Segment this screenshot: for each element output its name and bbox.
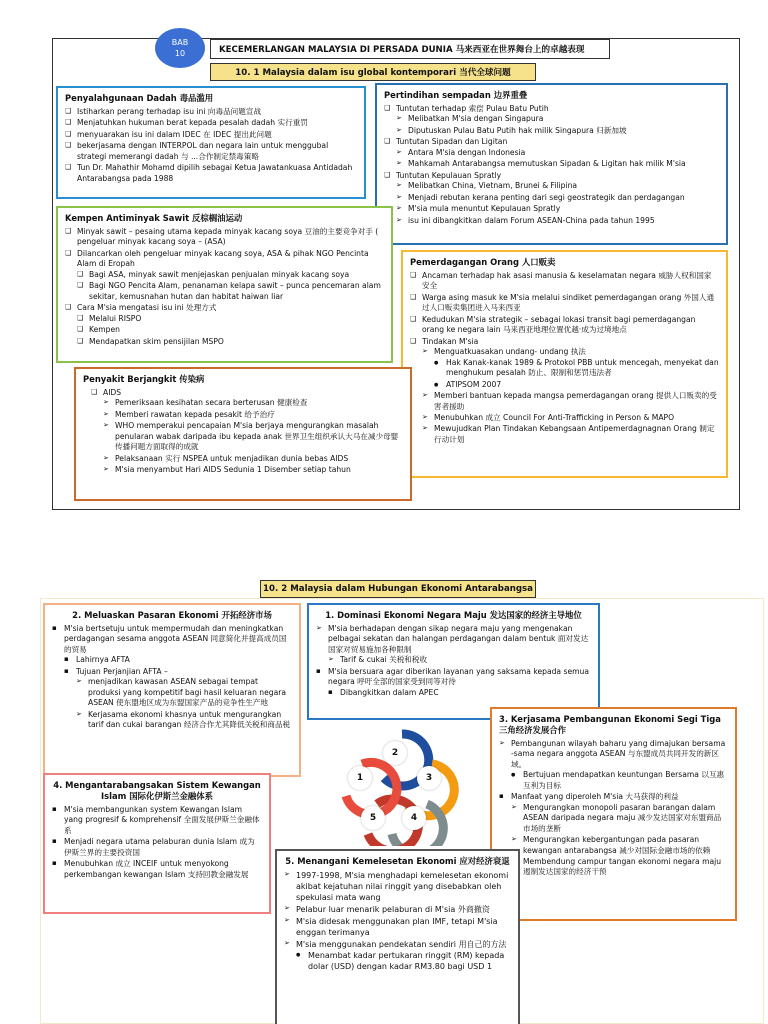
kemelesetan-box [275, 849, 520, 1024]
list-item: ➢ Antara M'sia dengan Indonesia [396, 148, 719, 158]
list-item: ➢ Pemeriksaan kesihatan secara berterusan 健康检查 [103, 398, 403, 408]
list-item: ➢ M'sia didesak menggunakan plan IMF, tetapi M'sia enggan terimanya [284, 916, 511, 938]
list-item: ➢ Mahkamah Antarabangsa memutuskan Sipadan & Ligitan hak milik M'sia [396, 159, 719, 169]
list-item: ➢ Kerjasama ekonomi khasnya untuk mengurangkan tarif dan cukai barangan 经济合作尤其降低关税和商品税 [76, 710, 292, 731]
diagram-node-1: 1 [348, 766, 372, 790]
list-item: ➢ M'sia menggunakan pendekatan sendiri 用自己的方法 ● Menambat kadar pertukaran ringgit (RM) kepada dolar (USD) dengan kadar RM3.80 bagi USD 1 [284, 939, 511, 972]
list-item: ➢ Memberi bantuan kepada mangsa pemerdagangan orang 提供人口贩卖的受害者援助 [422, 391, 719, 412]
list-item: ➢ Pelabur luar menarik pelaburan di M'sia 外商撤资 [284, 904, 511, 915]
list-item: ➢ 1997-1998, M'sia menghadapi kemelesetan ekonomi akibat kejatuhan nilai ringgit yang disebabkan oleh spekulasi mata wang [284, 870, 511, 903]
list-item: ❑ Kedudukan M'sia strategik – sebagai lokasi transit bagi pemerdagangan orang ke negara lain 马来西亚地理位置优越·成为过境地点 [410, 315, 719, 336]
aids-title: Penyakit Berjangkit 传染病 [83, 374, 205, 384]
bab-badge: BAB 10 [155, 28, 205, 68]
list-item: ➢ Menguatkuasakan undang- undang 执法 ● Hak Kanak-kanak 1989 & Protokol PBB untuk mencegah, menyekat dan menghukum pesalah 防止、限制和惩罚违法者 ● ATIPSOM 2007 [422, 347, 719, 390]
list-item: ● Menambat kadar pertukaran ringgit (RM) kepada dolar (USD) dengan kadar RM3.80 bagi USD 1 [296, 950, 511, 972]
list-item: ➢ Mengurangkan kebergantungan pada pasaran kewangan antarabangsa 减少对国际金融市场的依赖 [511, 835, 728, 856]
segitiga-box [490, 707, 737, 921]
dominasi-title: 1. Dominasi Ekonomi Negara Maju 发达国家的经济主导地位 [325, 610, 582, 620]
list-item: ❑ Mendapatkan skim pensijilan MSPO [77, 337, 384, 347]
list-item: ❑ AIDS ➢ Pemeriksaan kesihatan secara berterusan 健康检查 ➢ Memberi rawatan kepada pesakit 给予治疗 ➢ WHO memperakui pencapaian M'sia berjaya mengurangkan masalah penularan wabak daripada ibu kepada anak 世界卫生组织承认大马在减少母婴传播问题方面取得的成就 ➢ Pelaksanaan 实行 NSPEA untuk menjadikan dunia bebas AIDS ➢ M'sia menyambut Hari AIDS Sedunia 1 Disember setiap tahun [91, 388, 403, 476]
orang-title: Pemerdagangan Orang 人口贩卖 [410, 257, 556, 267]
list-item: ➢ Pembangunan wilayah baharu yang dimajukan bersama -sama negara anggota ASEAN 与东盟成员共同开发的新区域。 ● Bertujuan mendapatkan keuntungan Bersama 以互惠互利为目标 [499, 739, 728, 791]
list-item: ❑ Kempen [77, 325, 384, 335]
chapter-title: KECEMERLANGAN MALAYSIA DI PERSADA DUNIA 马来西亚在世界舞台上的卓越表现 [210, 39, 610, 59]
list-item: ➢ M'sia berhadapan dengan sikap negara maju yang mengenakan pelbagai sekatan dan halangan perdagangan dalam bentuk 面对发达国家对贸易施加各种限制 ➢ Tarif & cukai 关税和税收 [316, 624, 591, 666]
list-item: ➢ Menubuhkan 成立 Council For Anti-Trafficking in Person & MAPO [422, 413, 719, 423]
section1-title: 10. 1 Malaysia dalam isu global kontemporari 当代全球问题 [210, 63, 536, 81]
list-item: ▪ Menubuhkan 成立 INCEIF untuk menyokong perkembangan kewangan Islam 支持回教金融发展 [52, 859, 262, 880]
list-item: ❑ Dilancarkan oleh pengeluar minyak kacang soya, ASA & pihak NGO Pencinta Alam di Eropah ❑ Bagi ASA, minyak sawit menjejaskan penjualan minyak kacang soya ❑ Bagi NGO Pencita Alam, penanaman kelapa sawit – punca pencemaran alam sekitar, kemusnahan hutan dan habitat haiwan liar [65, 249, 384, 302]
list-item: ▪ Menjadi negara utama pelaburan dunia Islam 成为伊斯兰界的主要投资国 [52, 837, 262, 858]
list-item: ❑ Cara M'sia mengatasi isu ini 处理方式 ❑ Melalui RISPO ❑ Kempen ❑ Mendapatkan skim pensijilan MSPO [65, 303, 384, 347]
diagram-node-2: 2 [383, 741, 407, 765]
list-item: ➢ M'sia menyambut Hari AIDS Sedunia 1 Disember setiap tahun [103, 465, 403, 475]
list-item: ➢ Melibatkan M'sia dengan Singapura [396, 114, 719, 124]
dadah-title: Penyalahgunaan Dadah 毒品滥用 [65, 93, 214, 103]
islam-box [43, 773, 271, 914]
list-item: ➢ Menjadi rebutan kerana penting dari segi geostrategik dan perdagangan [396, 193, 719, 203]
list-item: ❑ Warga asing masuk ke M'sia melalui sindiket pemerdagangan orang 外国人通过人口贩卖集团进入马来西亚 [410, 293, 719, 314]
sempadan-box [375, 83, 728, 245]
list-item: ▪ Tujuan Perjanjian AFTA – ➢ menjadikan kawasan ASEAN sebagai tempat produksi yang kompetitif bagi hasil keluaran negara ASEAN 使东盟地区成为东盟国家产品的竞争性生产地 ➢ Kerjasama ekonomi khasnya untuk mengurangkan tarif dan cukai barangan 经济合作尤其降低关税和商品税 [64, 667, 292, 731]
list-item: ▪ Manfaat yang diperoleh M'sia 大马获得的利益 ➢ Mengurangkan monopoli pasaran barangan dalam ASEAN daripada negara maju 减少发达国家对东盟商品市场的垄断 ➢ Mengurangkan kebergantungan pada pasaran kewangan antarabangsa 减少对国际金融市场的依赖 ➢ Membendung campur tangan ekonomi negara maju 遏制发达国家的经济干预 [499, 792, 728, 878]
list-item: ❑ Tun Dr. Mahathir Mohamd dipilih sebagai Ketua Jawatankuasa Antidadah Antarabangsa pada 1988 [65, 163, 357, 184]
diagram-node-5: 5 [361, 806, 385, 830]
dominasi-box [307, 603, 600, 720]
pasaran-title: 2. Meluaskan Pasaran Ekonomi 开拓经济市场 [72, 610, 272, 620]
list-item: ● ATIPSOM 2007 [434, 380, 719, 390]
list-item: ▪ M'sia membangunkan system Kewangan Islam yang progresif & komprehensif 全面发展伊斯兰金融体系 [52, 805, 262, 836]
list-item: ❑ Tuntutan Sipadan dan Ligitan ➢ Antara M'sia dengan Indonesia ➢ Mahkamah Antarabangsa memutuskan Sipadan & Ligitan hak milik M'sia [384, 137, 719, 169]
list-item: ● Bertujuan mendapatkan keuntungan Bersama 以互惠互利为目标 [511, 770, 728, 791]
list-item: ❑ Bagi NGO Pencita Alam, penanaman kelapa sawit – punca pencemaran alam sekitar, kemusnahan hutan dan habitat haiwan liar [77, 281, 384, 302]
list-item: ▪ M'sia bersuara agar diberikan layanan yang saksama kepada semua negara 呼吁全部的国家受到同等对待 ▪ Dibangkitkan dalam APEC [316, 667, 591, 698]
list-item: ➢ Diputuskan Pulau Batu Putih hak milik Singapura 归新加坡 [396, 126, 719, 136]
dadah-box [56, 86, 366, 199]
list-item: ❑ bekerjasama dengan INTERPOL dan negara lain untuk menggubal strategi memerangi dadah 与 ...合作制定禁毒策略 [65, 141, 357, 162]
list-item: ➢ Tarif & cukai 关税和税收 [328, 655, 591, 665]
pasaran-box [43, 603, 301, 777]
list-item: ❑ menyuarakan isu ini dalam IDEC 在 IDEC 提出此问题 [65, 130, 357, 140]
list-item: ❑ Minyak sawit – pesaing utama kepada minyak kacang soya 豆油的主要竞争对手 ( pengeluar minyak kacang soya – (ASA) [65, 227, 384, 248]
orang-box [401, 250, 728, 478]
list-item: ➢ Melibatkan China, Vietnam, Brunei & Filipina [396, 181, 719, 191]
sawit-box [56, 206, 393, 363]
list-item: ➢ Memberi rawatan kepada pesakit 给予治疗 [103, 410, 403, 420]
diagram-node-3: 3 [417, 766, 441, 790]
list-item: ➢ Mewujudkan Plan Tindakan Kebangsaan Antipemerdagnagnan Orang 制定行动计划 [422, 424, 719, 445]
segitiga-title: 3. Kerjasama Pembangunan Ekonomi Segi Tiga 三角经济发展合作 [499, 714, 721, 735]
list-item: ❑ Melalui RISPO [77, 314, 384, 324]
list-item: ➢ WHO memperakui pencapaian M'sia berjaya mengurangkan masalah penularan wabak daripada ibu kepada anak 世界卫生组织承认大马在减少母婴传播问题方面取得的成就 [103, 421, 403, 452]
list-item: ➢ Mengurangkan monopoli pasaran barangan dalam ASEAN daripada negara maju 减少发达国家对东盟商品市场的垄断 [511, 803, 728, 834]
list-item: ❑ Tuntutan terhadap 索偿 Pulau Batu Putih ➢ Melibatkan M'sia dengan Singapura ➢ Diputuskan Pulau Batu Putih hak milik Singapura 归新加坡 [384, 104, 719, 136]
diagram-node-4: 4 [402, 806, 426, 830]
sempadan-title: Pertindihan sempadan 边界重叠 [384, 90, 528, 100]
list-item: ▪ Dibangkitkan dalam APEC [328, 688, 591, 698]
list-item: ❑ Istiharkan perang terhadap isu ini 向毒品问题宣战 [65, 107, 357, 117]
kemelesetan-title: 5. Menangani Kemelesetan Ekonomi 应对经济衰退 [285, 856, 510, 866]
islam-title: 4. Mengantarabangsakan Sistem Kewangan Islam 国际化伊斯兰金融体系 [53, 780, 261, 801]
list-item: ❑ Tuntutan Kepulauan Spratly ➢ Melibatkan China, Vietnam, Brunei & Filipina ➢ Menjadi rebutan kerana penting dari segi geostrategik dan perdagangan ➢ M'sia mula menuntut Kepulauan Spratly ➢ isu ini dibangkitkan dalam Forum ASEAN-China pada tahun 1995 [384, 171, 719, 226]
list-item: ➢ isu ini dibangkitkan dalam Forum ASEAN-China pada tahun 1995 [396, 216, 719, 226]
list-item: ➢ Pelaksanaan 实行 NSPEA untuk menjadikan dunia bebas AIDS [103, 454, 403, 464]
list-item: ● Hak Kanak-kanak 1989 & Protokol PBB untuk mencegah, menyekat dan menghukum pesalah 防止、限制和惩罚违法者 [434, 358, 719, 379]
list-item: ❑ Menjatuhkan hukuman berat kepada pesalah dadah 实行重罚 [65, 118, 357, 128]
list-item: ❑ Ancaman terhadap hak asasi manusia & keselamatan negara 威胁人权和国家安全 [410, 271, 719, 292]
list-item: ➢ M'sia mula menuntut Kepulauan Spratly [396, 204, 719, 214]
list-item: ▪ M'sia bertsetuju untuk mempermudah dan meningkatkan perdagangan sesama anggota ASEAN 同意简化并提高成员国的贸易 ▪ Lahirnya AFTA ▪ Tujuan Perjanjian AFTA – ➢ menjadikan kawasan ASEAN sebagai tempat produksi yang kompetitif bagi hasil keluaran negara ASEAN 使东盟地区成为东盟国家产品的竞争性生产地 ➢ Kerjasama ekonomi khasnya untuk mengurangkan tarif dan cukai barangan 经济合作尤其降低关税和商品税 [52, 624, 292, 731]
list-item: ▪ Lahirnya AFTA [64, 655, 292, 665]
list-item: ➢ menjadikan kawasan ASEAN sebagai tempat produksi yang kompetitif bagi hasil keluaran negara ASEAN 使东盟地区成为东盟国家产品的竞争性生产地 [76, 677, 292, 708]
section2-title: 10. 2 Malaysia dalam Hubungan Ekonomi Antarabangsa [260, 580, 536, 598]
sawit-title: Kempen Antiminyak Sawit 反棕榈油运动 [65, 213, 243, 223]
list-item: ➢ Membendung campur tangan ekonomi negara maju 遏制发达国家的经济干预 [511, 857, 728, 878]
list-item: ❑ Bagi ASA, minyak sawit menjejaskan penjualan minyak kacang soya [77, 270, 384, 280]
aids-box [74, 367, 412, 501]
list-item: ❑ Tindakan M'sia ➢ Menguatkuasakan undang- undang 执法 ● Hak Kanak-kanak 1989 & Protokol PBB untuk mencegah, menyekat dan menghukum pesalah 防止、限制和惩罚违法者 ● ATIPSOM 2007 ➢ Memberi bantuan kepada mangsa pemerdagangan orang 提供人口贩卖的受害者援助 ➢ Menubuhkan 成立 Council For Anti-Trafficking in Person & MAPO ➢ Mewujudkan Plan Tindakan Kebangsaan Antipemerdagnagnan Orang 制定行动计划 [410, 337, 719, 446]
